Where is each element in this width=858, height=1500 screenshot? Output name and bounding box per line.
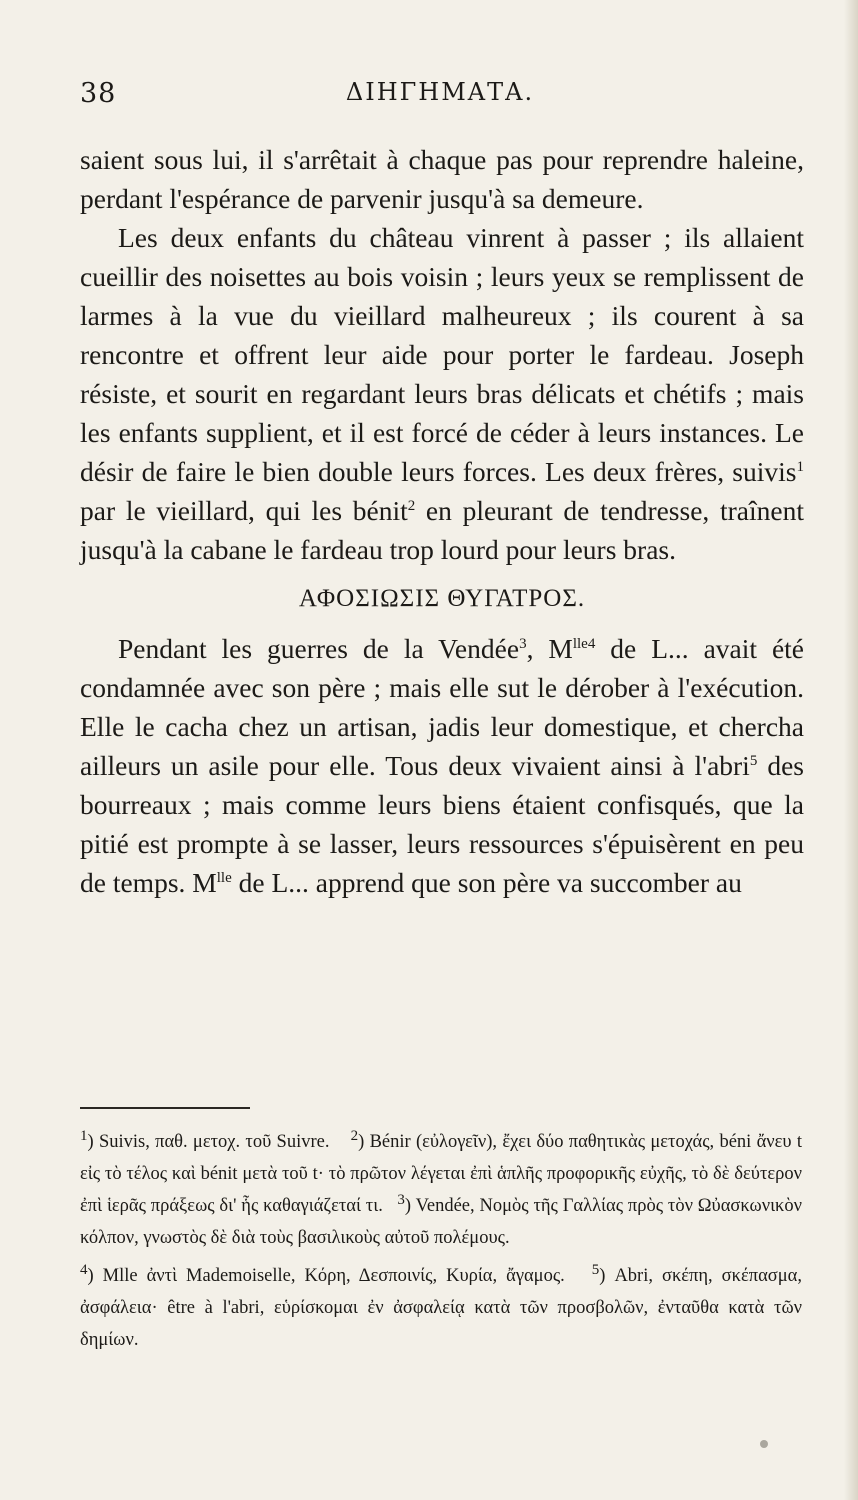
footnote-mark-3: 3 — [397, 1191, 405, 1208]
page-number: 38 — [80, 78, 117, 109]
footnote-ref-5: 5 — [749, 752, 758, 769]
footnote-block-1 — [80, 1126, 802, 1254]
text-run: par le vieillard, qui les bénit — [80, 495, 408, 526]
mlle-superscript: lle — [216, 869, 232, 886]
footnote-4: ) Mlle ἀντὶ Mademoiselle, Κόρη, Δεσποινίς, Κυρία, ἄγαμος. — [87, 1266, 565, 1286]
paragraph-vendee — [80, 629, 804, 902]
footnote-3: ) Vendée, Νομὸς τῆς Γαλλίας πρὸς τὸν Ωὐασκωνικὸν κόλπον, γνωστὸς δὲ διὰ τοὺς βασιλικοὺς αὐτοῦ πολέμους. — [80, 1196, 802, 1248]
footnote-mark-2: 2 — [350, 1127, 359, 1144]
footnote-1: ) Suivis, παθ. μετοχ. τοῦ Suivre. — [87, 1132, 330, 1152]
footnote-mark-1: 1 — [80, 1127, 88, 1144]
text-run: des bourreaux ; mais comme leurs biens étaient confisqués, que la pitié est prompte à se lasser, leurs ressources s'épuisèrent en peu de temps. M — [80, 750, 804, 898]
running-title: ΔΙΗΓΗΜΑΤΑ. — [345, 78, 535, 106]
text-run: de L... apprend que son père va succomber au — [231, 867, 742, 898]
footnote-block-2 — [80, 1260, 802, 1356]
paragraph-children — [80, 218, 804, 569]
footnote-ref-4: 4 — [587, 635, 596, 652]
footnotes — [80, 1126, 802, 1356]
page-header — [80, 78, 800, 118]
main-text — [80, 140, 804, 902]
section-title: ΑΦΟΣΙΩΣΙΣ ΘΥΓΑΤΡΟΣ. — [298, 585, 586, 612]
footnote-mark-5: 5 — [591, 1261, 600, 1278]
footnote-2: ) Bénir (εὐλογεῖν), ἔχει δύο παθητικὰς μετοχάς, béni ἄνευ t εἰς τὸ τέλος καὶ bénit μετὰ τοῦ t· τὸ πρῶτον λέγεται ἐπὶ ἁπλῆς προφορικῆς εὐχῆς, τὸ δὲ δεύτερον ἐπὶ ἱερᾶς πράξεως δι' ἧς καθαγιάζεταί τι. — [80, 1132, 803, 1216]
text-run: Les deux enfants du château vinrent à passer ; ils allaient cueillir des noisettes au bois voisin ; leurs yeux se remplissent de larmes à la vue du vieillard malheureux ; ils courent à sa rencontre et offrent leur aide pour porter le fardeau. Joseph résiste, et sourit en regardant leurs bras délicats et chétifs ; mais les enfants supplient, et il est forcé de céder à leurs instances. Le désir de faire le bien double leurs forces. Les deux frères, suivis — [80, 222, 804, 487]
text-run: Pendant les guerres de la Vendée — [118, 633, 520, 664]
footnote-mark-4: 4 — [80, 1261, 88, 1278]
footnote-ref-2: 2 — [407, 497, 416, 514]
text-run: , M — [526, 633, 573, 664]
text-run: en pleurant de tendresse, traînent jusqu'à la cabane le fardeau trop lourd pour leurs bras. — [80, 495, 804, 565]
footnote-5: ) Abri, σκέπη, σκέπασμα, ἀσφάλεια· être à l'abri, εὑρίσκομαι ἐν ἀσφαλείᾳ κατὰ τῶν προσβολῶν, ἐνταῦθα κατὰ τῶν δημίων. — [80, 1266, 802, 1350]
paragraph-continued: saient sous lui, il s'arrêtait à chaque pas pour reprendre haleine, perdant l'espérance de parvenir jusqu'à sa demeure. — [80, 144, 804, 214]
mlle-superscript: lle — [572, 635, 588, 652]
ink-speck — [760, 1440, 768, 1448]
footnote-rule — [80, 1107, 250, 1109]
footnote-ref-3: 3 — [519, 635, 527, 652]
footnote-ref-1: 1 — [796, 458, 804, 475]
text-run: de L... avait été condamnée avec son père ; mais elle sut le dérober à l'exécution. Elle le cacha chez un artisan, jadis leur domestique, et chercha ailleurs un asile pour elle. Tous deux vivaient ainsi à l'abri — [80, 633, 805, 781]
page-edge-shadow — [844, 0, 858, 1500]
